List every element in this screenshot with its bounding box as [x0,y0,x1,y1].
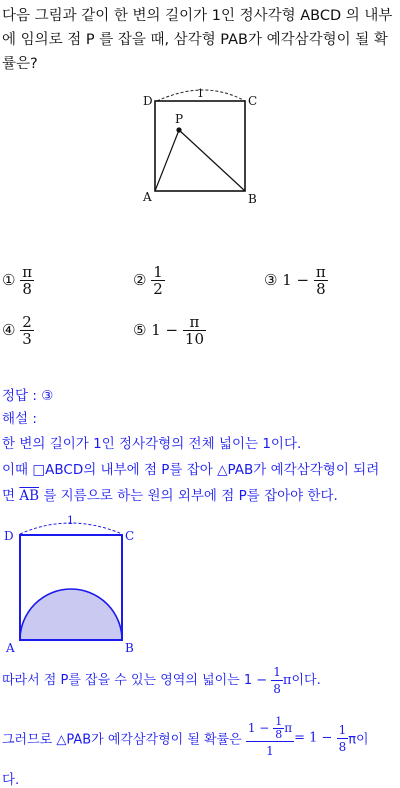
choice-mark: ① [2,271,16,289]
explanation-line-4: 따라서 점 P를 잡을 수 있는 영역의 넓이는 1 − $\frac{1}{8}$ π이다. [2,665,321,696]
square-abcd [155,101,245,191]
explanation-label: 해설 : [2,411,37,427]
label-b: B [125,641,134,655]
semicircle-figure [0,508,150,658]
question-line-3: 률은? [2,56,38,72]
answer-label: 정답 : ③ [2,388,54,404]
choice-5[interactable] [133,314,206,347]
choice-mark: ⑤ [133,321,147,339]
choice-4[interactable] [2,314,34,347]
fraction-one-eighth: $\frac{1}{8}$ [338,722,347,754]
label-side: 1 [67,514,74,527]
fraction-one-eighth: $\frac{1}{8}$ [273,665,281,696]
label-c: C [248,94,258,108]
semicircle-region [20,589,122,640]
label-a: A [143,190,152,204]
question-line-2: 에 임의로 점 P 를 잡을 때, 삼각형 PAB가 예각삼각형이 될 확 [2,32,388,48]
choice-mark: ④ [2,321,16,339]
explanation-line-1: 한 변의 길이가 1인 정사각형의 전체 넓이는 1이다. [2,436,302,452]
segment-pb [179,130,245,191]
choice-fraction: $\frac{2}{3}$ [22,313,32,348]
explanation-line-2: 이때 □ABCD의 내부에 점 P를 잡아 △PAB가 예각삼각형이 되려 [2,462,380,478]
choice-mark: ② [133,271,147,289]
label-d: D [4,529,14,543]
point-p [176,127,181,132]
choice-fraction: $\frac{1}{2}$ [153,263,163,298]
label-d: D [143,94,153,108]
choice-mark: ③ [264,271,278,289]
probability-fraction: 1 − $\frac{1}{8}$ π 1 [247,715,293,758]
choice-2[interactable] [133,264,165,297]
explanation-line-3: 면 $\overline{AB}$ 를 지름으로 하는 원의 외부에 점 P를 잡아야 한다. [2,488,338,504]
question-line-1: 다음 그림과 같이 한 변의 길이가 1인 정사각형 ABCD 의 내부 [2,8,393,24]
square-figure [135,85,275,215]
label-b: B [248,192,257,206]
choice-fraction: $\frac{\pi}{8}$ [315,263,326,298]
label-p: P [175,112,184,126]
choice-prefix: 1 − [282,271,310,289]
choice-fraction: $\frac{\pi}{10}$ [184,313,204,348]
label-a: A [6,641,15,655]
segment-ab: $\overline{AB}$ [19,488,40,504]
choice-1[interactable] [2,264,34,297]
choice-fraction: $\frac{\pi}{8}$ [22,263,33,298]
choice-3[interactable] [264,264,328,297]
label-side: 1 [197,87,204,100]
explanation-line-5: 그러므로 △PAB가 예각삼각형이 될 확률은 1 − $\frac{1}{8}$ π 1 = 1 − $\frac{1}{8}$ π이 [2,715,369,758]
choice-prefix: 1 − [151,321,179,339]
label-c: C [125,529,135,543]
explanation-line-6: 다. [2,772,20,788]
segment-pa [155,130,179,191]
